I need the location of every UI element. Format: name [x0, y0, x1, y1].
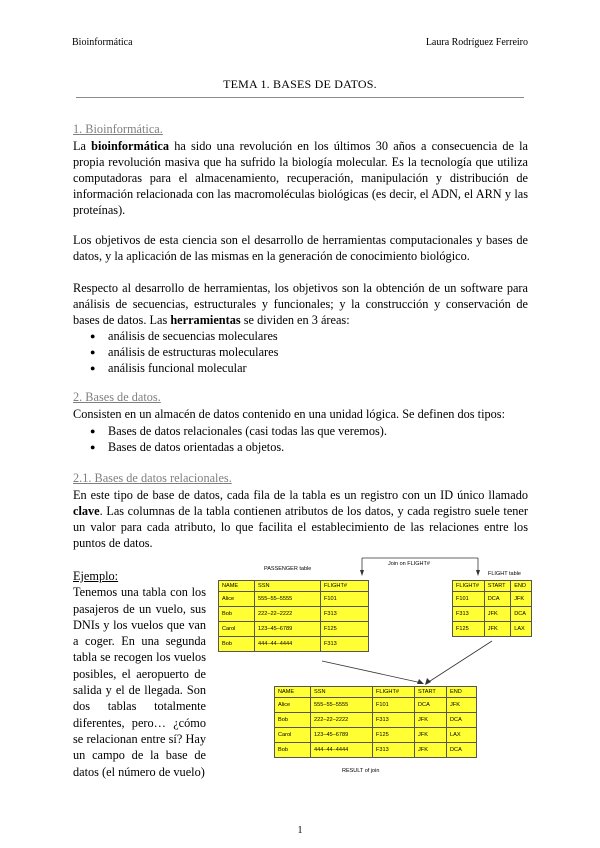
table-cell: F101 — [373, 698, 415, 713]
table-row — [219, 637, 369, 652]
section-2-bullets — [90, 423, 387, 455]
table-cell: DCA — [511, 607, 532, 622]
table-header: FLIGHT# — [373, 687, 415, 698]
header-left: Bioinformática — [72, 37, 133, 48]
table-cell: 555–55–5555 — [311, 698, 373, 713]
table-cell: LAX — [511, 622, 532, 637]
table-row — [219, 592, 369, 607]
list-item: ● análisis funcional molecular — [90, 360, 278, 376]
table-row — [275, 728, 477, 743]
table-cell: LAX — [447, 728, 477, 743]
p3-bold: herramientas — [170, 313, 241, 327]
table-cell: JFK — [484, 622, 510, 637]
section-1-paragraph-2: Los objetivos de esta ciencia son el desarrollo de herramientas computacionales y bases de datos, y la aplicación de las mismas en la generación de conocimiento biológico. — [73, 233, 528, 263]
section-2-1-paragraph — [73, 487, 528, 551]
table-header: START — [484, 581, 510, 592]
table-cell: 222–22–2222 — [311, 713, 373, 728]
section-1-bullets — [90, 328, 278, 376]
p1-bold: bioinformática — [91, 139, 170, 153]
page-number: 1 — [297, 825, 303, 836]
table-cell: 555–55–5555 — [255, 592, 321, 607]
section-1-paragraph-1 — [73, 138, 528, 218]
table-cell: F313 — [321, 607, 369, 622]
result-table — [274, 686, 477, 758]
table-cell: Alice — [275, 698, 311, 713]
table-header: NAME — [275, 687, 311, 698]
table-row — [219, 622, 369, 637]
table-cell: 444–44–4444 — [255, 637, 321, 652]
result-caption: RESULT of join — [342, 768, 380, 774]
table-cell: 222–22–2222 — [255, 607, 321, 622]
passenger-caption: PASSENGER table — [264, 566, 312, 572]
table-cell: F313 — [373, 743, 415, 758]
table-cell: F313 — [373, 713, 415, 728]
page-title: TEMA 1. BASES DE DATOS. — [223, 77, 377, 91]
table-cell: F313 — [453, 607, 485, 622]
table-cell: DCA — [447, 743, 477, 758]
table-cell: DCA — [415, 698, 447, 713]
table-row — [275, 698, 477, 713]
table-cell: JFK — [415, 713, 447, 728]
table-row — [275, 743, 477, 758]
table-row — [275, 713, 477, 728]
section-1-heading: 1. Bioinformática. — [73, 122, 163, 136]
p3-text: Respecto al desarrollo de herramientas, los objetivos son la obtención de un software para análisis de secuencias, estructurales y funcionales; y la construcción y conservación de bases de datos. Las — [73, 281, 528, 327]
table-cell: Carol — [219, 622, 255, 637]
example-text: Tenemos una tabla con los pasajeros de un vuelo, sus DNIs y los vuelos que van a coger. En una segunda tabla se recogen los vuelos posibles, el aeropuerto de salida y el de llegada. Son dos tablas totalmente diferentes, pero… ¿cómo se relacionan entre sí? Hay un campo de la base de datos (el número de vuelo) — [73, 585, 206, 779]
join-caption: Join on FLIGHT# — [388, 561, 430, 567]
table-header: END — [447, 687, 477, 698]
list-item: ● análisis de estructuras moleculares — [90, 344, 278, 360]
table-header: END — [511, 581, 532, 592]
list-item: ● análisis de secuencias moleculares — [90, 328, 278, 344]
table-cell: Bob — [275, 713, 311, 728]
table-cell: F125 — [373, 728, 415, 743]
s21-text: En este tipo de base de datos, cada fila de la tabla es un registro con un ID único llamado — [73, 488, 528, 502]
passenger-table — [218, 580, 369, 652]
flight-table — [452, 580, 532, 637]
list-item: ● Bases de datos orientadas a objetos. — [90, 439, 387, 455]
list-item: ● Bases de datos relacionales (casi todas las que veremos). — [90, 423, 387, 439]
p1-prefix: La — [73, 139, 92, 153]
table-cell: JFK — [415, 743, 447, 758]
table-cell: JFK — [447, 698, 477, 713]
table-row — [453, 622, 532, 637]
table-cell: 123–45–6789 — [311, 728, 373, 743]
table-cell: Carol — [275, 728, 311, 743]
table-cell: 444–44–4444 — [311, 743, 373, 758]
table-cell: F101 — [453, 592, 485, 607]
header-right: Laura Rodríguez Ferreiro — [425, 37, 528, 48]
table-cell: F125 — [321, 622, 369, 637]
title-divider — [76, 97, 524, 98]
table-cell: Bob — [219, 607, 255, 622]
table-cell: JFK — [484, 607, 510, 622]
s21-rest: . Las columnas de la tabla contienen atributos de los datos, y cada registro suele tener un valor para cada atributo, lo que facilita el establecimiento de las relaciones entre los puntos de datos. — [73, 504, 528, 550]
table-row — [219, 607, 369, 622]
table-cell: F125 — [453, 622, 485, 637]
table-cell: Alice — [219, 592, 255, 607]
section-2-heading: 2. Bases de datos. — [73, 390, 161, 404]
table-cell: JFK — [511, 592, 532, 607]
section-1-paragraph-3 — [73, 280, 528, 328]
table-row — [453, 592, 532, 607]
table-header: FLIGHT# — [453, 581, 485, 592]
table-cell: F313 — [321, 637, 369, 652]
table-cell: Bob — [219, 637, 255, 652]
section-2-paragraph: Consisten en un almacén de datos contenido en una unidad lógica. Se definen dos tipos: — [73, 407, 506, 421]
table-cell: DCA — [447, 713, 477, 728]
p3-end: se dividen en 3 áreas: — [240, 313, 350, 327]
table-header: START — [415, 687, 447, 698]
table-cell: F101 — [321, 592, 369, 607]
example-label: Ejemplo: — [73, 569, 119, 583]
table-header: FLIGHT# — [321, 581, 369, 592]
table-row — [453, 607, 532, 622]
s21-bold: clave — [73, 504, 100, 518]
p1-rest: ha sido una revolución en los últimos 30 años a consecuencia de la propia revolución masiva que ha sufrido la biología molecular. Es la tecnología que utiliza computadoras para el almacenamiento, recuperación, manipulación y distribución de información relacionada con las macromoléculas biológicas (es decir, el ADN, el ARN y las proteínas). — [73, 139, 528, 217]
section-2-1-heading: 2.1. Bases de datos relacionales. — [73, 471, 232, 485]
table-header: SSN — [311, 687, 373, 698]
table-cell: Bob — [275, 743, 311, 758]
example-block — [73, 568, 206, 780]
table-header: NAME — [219, 581, 255, 592]
table-cell: 123–45–6789 — [255, 622, 321, 637]
flight-caption: FLIGHT table — [488, 571, 521, 577]
join-diagram — [212, 553, 532, 808]
table-cell: DCA — [484, 592, 510, 607]
table-header: SSN — [255, 581, 321, 592]
table-cell: JFK — [415, 728, 447, 743]
